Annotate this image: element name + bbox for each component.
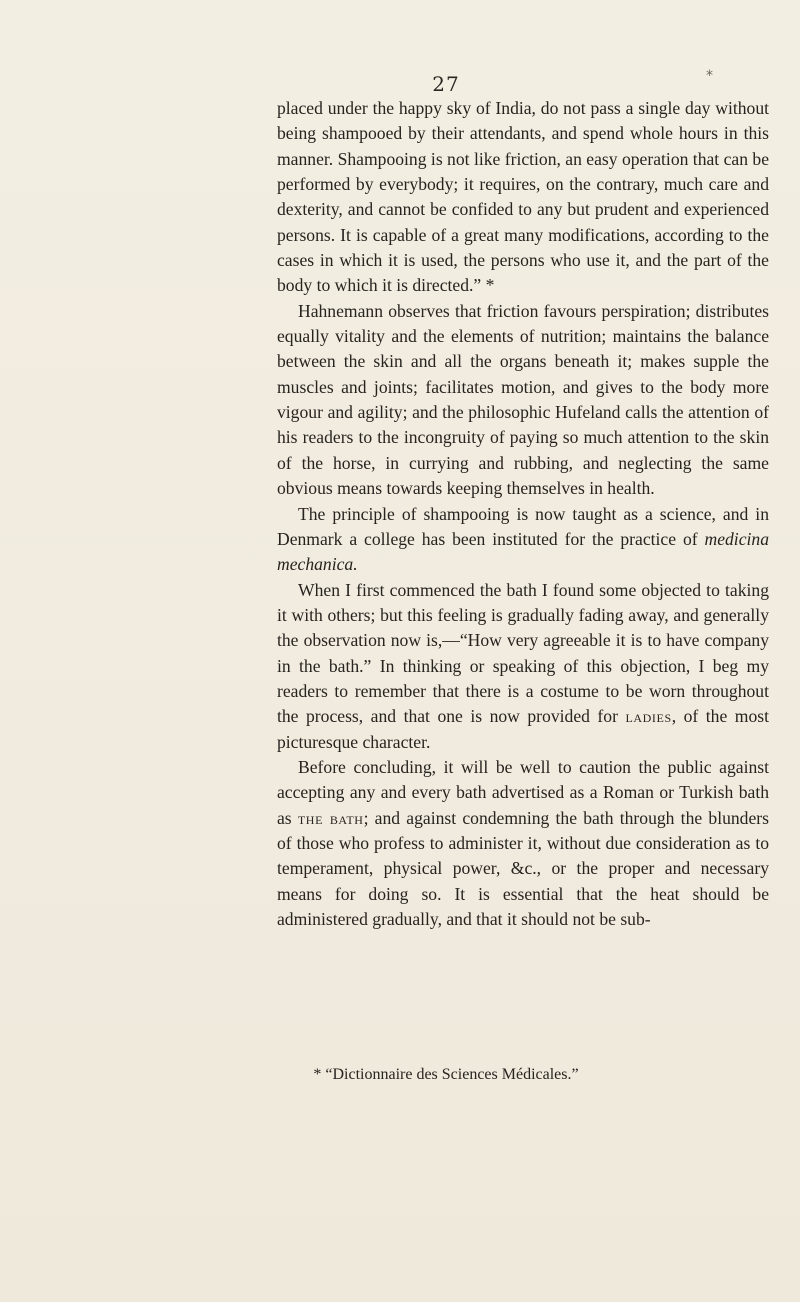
paragraph-5-text: Before concluding, it will be well to caution the public against accepting any and every bath advertised as a Roman or Turkish bath as bbox=[277, 756, 769, 828]
margin-mark: * bbox=[706, 68, 713, 84]
paragraph-3 bbox=[277, 502, 769, 578]
page-number: 27 bbox=[432, 72, 460, 96]
paragraph-4 bbox=[277, 578, 769, 755]
paragraph-3-text: The principle of shampooing is now taught as a science, and in Denmark a college has been instituted for the practice of bbox=[277, 503, 769, 549]
paragraph-5 bbox=[277, 755, 769, 932]
paragraph-4-tail: , of the most picturesque character. bbox=[277, 706, 769, 752]
paragraph-5-tail: ; and against condemning the bath through the blunders of those who profess to administer it, without due consideration as to temperament, physical power, &c., or the proper and necessary means for doing so. It is essential that the heat should be administered gradually, and that it should not be sub- bbox=[277, 807, 769, 929]
small-caps-ladies: ladies bbox=[625, 706, 672, 727]
body-text bbox=[277, 96, 769, 932]
paragraph-2: Hahnemann observes that friction favours perspiration; distributes equally vitality and the elements of nutrition; maintains the balance between the skin and all the organs beneath it; makes supple the muscles and joints; facilitates motion, and gives to the body more vigour and agility; and the philosophic Hufeland calls the attention of his readers to the incongruity of paying so much attention to the skin of the horse, in currying and rubbing, and neglecting the same obvious means towards keeping themselves in health. bbox=[277, 300, 769, 499]
footnote-text: * “Dictionnaire des Sciences Médicales.” bbox=[313, 1066, 579, 1083]
small-caps-the-bath: the bath bbox=[297, 807, 364, 828]
paragraph-1: placed under the happy sky of India, do not pass a single day without being shampooed by their attendants, and spend whole hours in this manner. Shampooing is not like friction, an easy operation that can be performed by everybody; it requires, on the contrary, much care and dexterity, and cannot be confided to any but prudent and experienced persons. It is capable of a great many modifications, according to the cases in which it is used, the persons who use it, and the part of the body to which it is directed.” * bbox=[277, 98, 770, 296]
latin-term: medicina mechanica. bbox=[277, 528, 769, 575]
paragraph-4-text: When I first commenced the bath I found some objected to taking it with others; but this feeling is gradually fading away, and generally the observation now is,—“How very agreeable it is to have company in the bath.” In thinking or speaking of this objection, I beg my readers to remember that there is a costume to be worn throughout the process, and that one is now provided for bbox=[277, 579, 769, 727]
footnote bbox=[0, 1066, 800, 1084]
